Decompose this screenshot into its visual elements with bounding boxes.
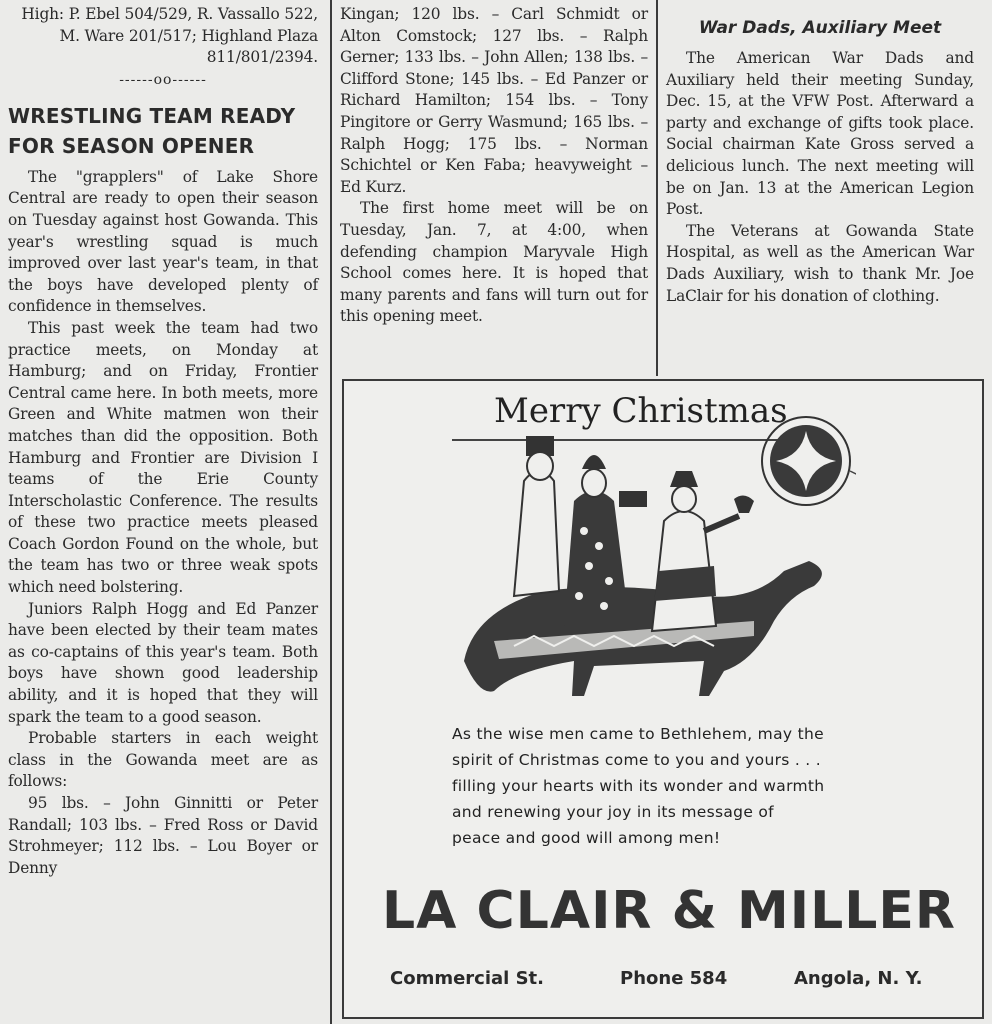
business-name: LA CLAIR & MILLER [382, 881, 956, 941]
article-paragraph: The Veterans at Gowanda State Hospital, as well as the American War Dads Auxiliary, wish to thank Mr. Joe LaClair for his donation of clothing. [666, 221, 974, 305]
article-paragraph: The "grapplers" of Lake Shore Central are ready to open their season on Tuesday against host Gowanda. This year's wrestling squad is much improved over last year's team, in that the boys have developed plenty of confidence in themselves. [8, 167, 318, 316]
ad-title: Merry Christmas [494, 391, 788, 431]
headline-line-1: WRESTLING TEAM READY [8, 103, 296, 128]
column-rule [330, 0, 332, 1024]
right-column [666, 8, 974, 307]
column-rule [656, 0, 658, 376]
article-paragraph: 95 lbs. – John Ginnitti or Peter Randall; 103 lbs. – Fred Ross or David Strohmeyer; 112 lbs. – Lou Boyer or Denny [8, 794, 318, 877]
article-headline: War Dads, Auxiliary Meet [698, 18, 942, 38]
business-phone: Phone 584 [620, 968, 728, 989]
business-address: Commercial St. [390, 968, 545, 989]
bowling-results: High: P. Ebel 504/529, R. Vassallo 522, M. Ware 201/517; Highland Plaza 811/801/2394. [21, 5, 318, 67]
separator: ------oo------ [119, 71, 207, 88]
article-paragraph: Probable starters in each weight class in the Gowanda meet are as follows: [8, 729, 318, 791]
left-column [8, 4, 318, 879]
ad-message [452, 721, 892, 851]
wise-men-illustration [454, 421, 844, 701]
ad-message-line: peace and good will among men! [452, 829, 721, 847]
article-paragraph: The American War Dads and Auxiliary held their meeting Sunday, Dec. 15, at the VFW Post. Afterward a party and exchange of gifts took place. Social chairman Kate Gross served a delicious lunch. The next meeting will be on Jan. 13 at the American Legion Post. [666, 49, 974, 219]
article-paragraph: The first home meet will be on Tuesday, Jan. 7, at 4:00, when defending champion Maryvale High School comes here. It is hoped that many parents and fans will turn out for this opening meet. [340, 199, 648, 326]
article-paragraph: Kingan; 120 lbs. – Carl Schmidt or Alton Comstock; 127 lbs. – Ralph Gerner; 133 lbs. – John Allen; 138 lbs. – Clifford Stone; 145 lbs. – Ed Panzer or Richard Hamilton; 154 lbs. – Tony Pingitore or Gerry Wasmund; 165 lbs. – Ralph Hogg; 175 lbs. – Norman Schichtel or Ken Faba; heavyweight – Ed Kurz. [340, 5, 648, 196]
headline-line-2: FOR SEASON OPENER [8, 133, 255, 158]
ad-message-line: and renewing your joy in its message of [452, 803, 774, 821]
christmas-advertisement [342, 379, 984, 1019]
ad-message-line: As the wise men came to Bethlehem, may the [452, 725, 824, 743]
ad-message-line: spirit of Christmas come to you and yours . . . [452, 751, 821, 769]
business-city: Angola, N. Y. [794, 968, 923, 989]
middle-column [340, 4, 648, 328]
article-paragraph: This past week the team had two practice meets, on Monday at Hamburg; and on Friday, Frontier Central came here. In both meets, more Green and White matmen won their matches than did the opposition. Both Hamburg and Frontier are Division I teams of the Erie County Interscholastic Conference. The results of these two practice meets pleased Coach Gordon Found on the whole, but the team has two or three weak spots which need bolstering. [8, 318, 318, 597]
article-paragraph: Juniors Ralph Hogg and Ed Panzer have been elected by their team mates as co-captains of this year's team. Both boys have shown good leadership ability, and it is hoped that they will spark the team to a good season. [8, 599, 318, 726]
article-headline [8, 101, 318, 161]
ad-message-line: filling your hearts with its wonder and warmth [452, 777, 825, 795]
